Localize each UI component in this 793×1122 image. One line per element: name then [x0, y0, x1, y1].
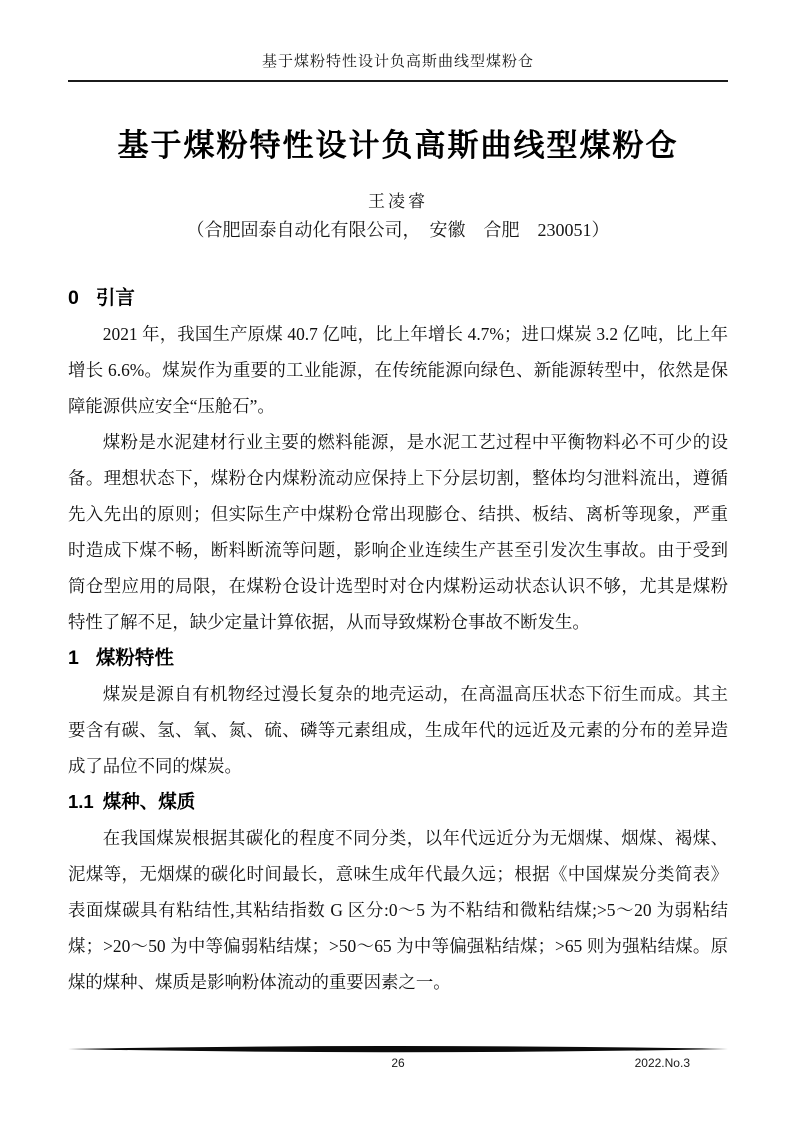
running-header-rule: [68, 52, 728, 82]
section-title: 引言: [95, 287, 135, 309]
paragraph: 2021 年，我国生产原煤 40.7 亿吨，比上年增长 4.7%；进口煤炭 3.2 亿吨，比上年增长 6.6%。煤炭作为重要的工业能源，在传统能源向绿色、新能源转型中，依然是保障能源供应安全“压舱石”。: [68, 324, 728, 416]
section-heading-introduction: [68, 280, 728, 316]
article-author: 王凌睿: [368, 192, 428, 211]
paragraph: 在我国煤炭根据其碳化的程度不同分类，以年代远近分为无烟煤、烟煤、褐煤、泥煤等，无烟煤的碳化时间最长，意味生成年代最久远；根据《中国煤炭分类简表》表面煤碳具有粘结性,其粘结指数 G 区分:0～5 为不粘结和微粘结煤;>5～20 为弱粘结煤；>20～50 为中等偏弱粘结煤；>50～65 为中等偏强粘结煤；>65 则为强粘结煤。原煤的煤种、煤质是影响粉体流动的重要因素之一。: [68, 828, 728, 992]
issue-number: 2022.No.3: [634, 1056, 690, 1070]
footer-row: [68, 1056, 728, 1072]
article-title: 基于煤粉特性设计负高斯曲线型煤粉仓: [117, 128, 679, 163]
paragraph: 煤炭是源自有机物经过漫长复杂的地壳运动，在高温高压状态下衍生而成。其主要含有碳、氢、氧、氮、硫、磷等元素组成，生成年代的远近及元素的分布的差异造成了品位不同的煤炭。: [68, 684, 728, 776]
subsection-heading-coal-type-quality: [68, 784, 728, 820]
page-number: 26: [391, 1056, 405, 1070]
subsection-title: 煤种、煤质: [102, 791, 196, 812]
page-footer: [68, 1044, 728, 1072]
subsection-number: 1.1: [68, 791, 94, 812]
article-affiliation: （合肥固泰自动化有限公司， 安徽 合肥 230051）: [186, 220, 610, 240]
section-number: 0: [68, 287, 79, 309]
section-number: 1: [68, 647, 79, 669]
section-title: 煤粉特性: [95, 647, 174, 669]
section-heading-coal-powder-properties: [68, 640, 728, 676]
footer-rule: [68, 1044, 728, 1056]
paragraph: 煤粉是水泥建材行业主要的燃料能源，是水泥工艺过程中平衡物料必不可少的设备。理想状态下，煤粉仓内煤粉流动应保持上下分层切割，整体均匀泄料流出，遵循先入先出的原则；但实际生产中煤粉仓常出现膨仓、结拱、板结、离析等现象，严重时造成下煤不畅，断料断流等问题，影响企业连续生产甚至引发次生事故。由于受到筒仓型应用的局限，在煤粉仓设计选型时对仓内煤粉运动状态认识不够，尤其是煤粉特性了解不足，缺少定量计算依据，从而导致煤粉仓事故不断发生。: [68, 432, 728, 632]
running-header: 基于煤粉特性设计负高斯曲线型煤粉仓: [261, 54, 534, 70]
